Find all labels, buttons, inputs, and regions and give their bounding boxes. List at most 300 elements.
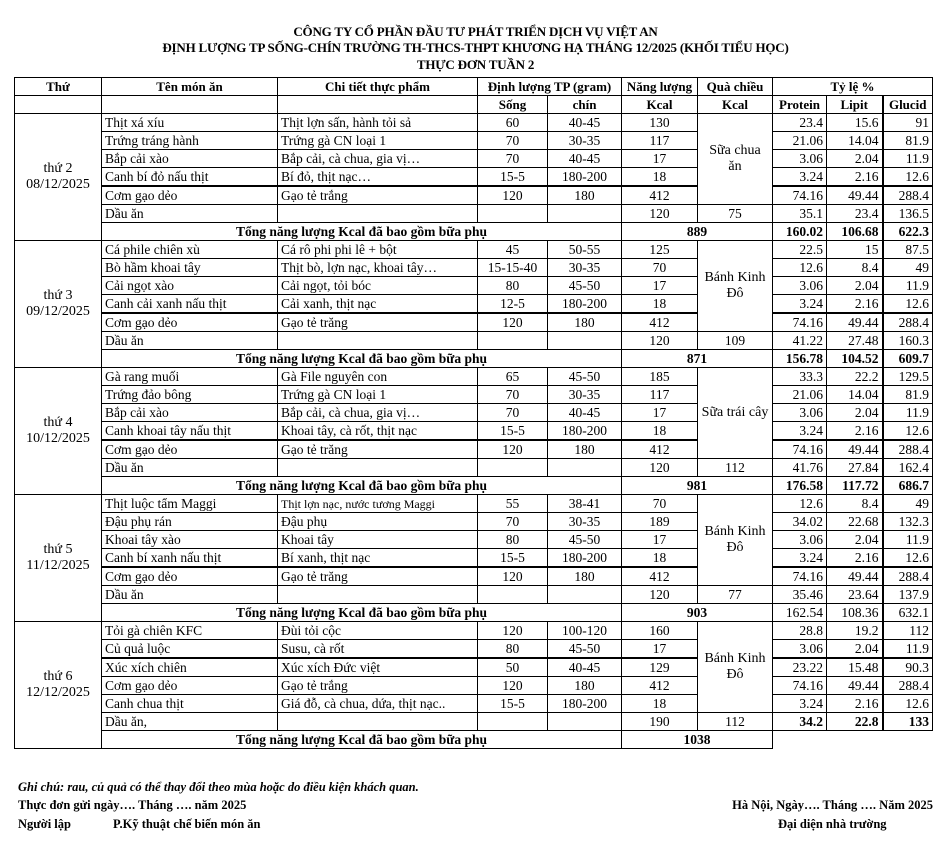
dish-kcal: 412 — [622, 677, 698, 695]
cooked-quantity: 180 — [548, 440, 622, 459]
day-date: 11/12/2025 — [26, 558, 90, 573]
protein-ratio: 12.6 — [773, 495, 827, 513]
cooked-quantity: 40-45 — [548, 114, 622, 132]
cooked-quantity: 180 — [548, 186, 622, 205]
total-ratio-blank — [773, 731, 933, 749]
lipit-ratio: 8.4 — [827, 259, 883, 277]
dish-kcal: 17 — [622, 531, 698, 549]
dish-detail: Khoai tây — [278, 531, 478, 549]
col-snack-header: Quà chiều — [698, 78, 773, 96]
col-quantity-header: Định lượng TP (gram) — [478, 78, 622, 96]
cooked-quantity: 30-35 — [548, 259, 622, 277]
table-row — [15, 586, 933, 604]
col-dish-header: Tên món ăn — [102, 78, 278, 96]
document-subtitle: ĐỊNH LƯỢNG TP SỐNG-CHÍN TRƯỜNG TH-THCS-THPT KHƯƠNG HẠ THÁNG 12/2025 (KHỐI TIỂU HỌC) — [162, 40, 789, 55]
day-cell — [15, 495, 102, 622]
dish-name: Cá phile chiên xù — [102, 241, 278, 259]
dish-kcal: 125 — [622, 241, 698, 259]
total-lipit: 104.52 — [827, 350, 883, 368]
footer-preparer: Người lập — [18, 817, 71, 831]
cooked-quantity: 40-45 — [548, 150, 622, 168]
glucid-ratio: 49 — [883, 259, 933, 277]
protein-ratio: 41.22 — [773, 332, 827, 350]
lipit-ratio: 19.2 — [827, 622, 883, 640]
raw-quantity: 70 — [478, 404, 548, 422]
snack-kcal: 75 — [698, 205, 773, 223]
snack-name: Sữa chua ăn — [698, 114, 773, 205]
cooked-quantity — [548, 459, 622, 477]
table-row — [15, 114, 933, 132]
total-row — [15, 223, 933, 241]
dish-kcal: 18 — [622, 549, 698, 568]
lipit-ratio: 2.04 — [827, 404, 883, 422]
table-row — [15, 695, 933, 713]
protein-ratio: 35.1 — [773, 205, 827, 223]
glucid-ratio: 11.9 — [883, 640, 933, 659]
lipit-ratio: 2.16 — [827, 422, 883, 441]
cooked-quantity: 100-120 — [548, 622, 622, 640]
table-row — [15, 513, 933, 531]
total-label: Tổng năng lượng Kcal đã bao gồm bữa phụ — [102, 604, 622, 622]
day-date: 10/12/2025 — [26, 431, 90, 446]
glucid-ratio: 12.6 — [883, 168, 933, 187]
dish-detail — [278, 332, 478, 350]
dish-detail: Bí xanh, thịt nạc — [278, 549, 478, 568]
table-row — [15, 549, 933, 568]
cooked-quantity: 45-50 — [548, 531, 622, 549]
cooked-quantity: 30-35 — [548, 513, 622, 531]
total-lipit: 106.68 — [827, 223, 883, 241]
total-protein: 162.54 — [773, 604, 827, 622]
day-name: thứ 2 — [43, 161, 73, 176]
col-cooked-header: chín — [548, 96, 622, 114]
protein-ratio: 21.06 — [773, 132, 827, 150]
protein-ratio: 41.76 — [773, 459, 827, 477]
dish-name: Canh khoai tây nấu thịt — [102, 422, 278, 441]
dish-detail: Gà File nguyên con — [278, 368, 478, 386]
dish-name: Cơm gạo dẻo — [102, 186, 278, 205]
menu-table — [14, 77, 933, 749]
raw-quantity — [478, 205, 548, 223]
snack-kcal: 109 — [698, 332, 773, 350]
total-glucid: 632.1 — [883, 604, 933, 622]
glucid-ratio: 129.5 — [883, 368, 933, 386]
total-lipit: 117.72 — [827, 477, 883, 495]
col-kcal-header: Kcal — [622, 96, 698, 114]
cooked-quantity: 50-55 — [548, 241, 622, 259]
dish-kcal: 17 — [622, 150, 698, 168]
raw-quantity: 70 — [478, 513, 548, 531]
dish-name: Cải ngọt xào — [102, 277, 278, 295]
total-kcal: 889 — [622, 223, 773, 241]
day-cell — [15, 622, 102, 749]
dish-detail: Bắp cải, cà chua, gia vị… — [278, 150, 478, 168]
table-row — [15, 386, 933, 404]
cooked-quantity: 180-200 — [548, 295, 622, 314]
table-row — [15, 713, 933, 731]
protein-ratio: 3.24 — [773, 295, 827, 314]
glucid-ratio: 288.4 — [883, 313, 933, 332]
dish-kcal: 120 — [622, 205, 698, 223]
raw-quantity — [478, 459, 548, 477]
raw-quantity: 50 — [478, 658, 548, 677]
total-row — [15, 350, 933, 368]
protein-ratio: 22.5 — [773, 241, 827, 259]
col-ratio-header: Tỷ lệ % — [773, 78, 933, 96]
dish-detail: Gạo tẻ trăng — [278, 567, 478, 586]
footer-school-rep: Đại diện nhà trường — [778, 817, 887, 831]
dish-detail — [278, 586, 478, 604]
footer-department: P.Kỹ thuật chế biến món ăn — [113, 817, 261, 831]
dish-name: Trứng đảo bông — [102, 386, 278, 404]
raw-quantity: 15-5 — [478, 422, 548, 441]
protein-ratio: 3.06 — [773, 150, 827, 168]
total-kcal: 903 — [622, 604, 773, 622]
dish-kcal: 160 — [622, 622, 698, 640]
table-row — [15, 368, 933, 386]
dish-detail: Cải ngọt, tỏi bóc — [278, 277, 478, 295]
cooked-quantity: 45-50 — [548, 277, 622, 295]
lipit-ratio: 22.68 — [827, 513, 883, 531]
dish-detail: Khoai tây, cà rốt, thịt nạc — [278, 422, 478, 441]
glucid-ratio: 11.9 — [883, 531, 933, 549]
glucid-ratio: 81.9 — [883, 132, 933, 150]
dish-detail: Cải xanh, thịt nạc — [278, 295, 478, 314]
dish-detail: Susu, cà rốt — [278, 640, 478, 659]
table-row — [15, 567, 933, 586]
raw-quantity: 70 — [478, 132, 548, 150]
table-row — [15, 440, 933, 459]
total-kcal: 981 — [622, 477, 773, 495]
total-label: Tổng năng lượng Kcal đã bao gồm bữa phụ — [102, 477, 622, 495]
cooked-quantity: 180 — [548, 567, 622, 586]
protein-ratio: 3.24 — [773, 695, 827, 713]
table-row — [15, 459, 933, 477]
table-row — [15, 259, 933, 277]
dish-kcal: 130 — [622, 114, 698, 132]
dish-kcal: 117 — [622, 132, 698, 150]
header-blank — [278, 96, 478, 114]
raw-quantity: 120 — [478, 677, 548, 695]
cooked-quantity: 180 — [548, 313, 622, 332]
day-name: thứ 3 — [43, 288, 73, 303]
protein-ratio: 3.06 — [773, 640, 827, 659]
col-energy-header: Năng lượng — [622, 78, 698, 96]
dish-kcal: 18 — [622, 422, 698, 441]
dish-detail: Trứng gà CN loại 1 — [278, 386, 478, 404]
dish-detail: Thịt lợn nạc, nước tương Maggi — [278, 495, 478, 513]
protein-ratio: 34.02 — [773, 513, 827, 531]
dish-detail: Xúc xích Đức việt — [278, 658, 478, 677]
dish-kcal: 70 — [622, 259, 698, 277]
dish-kcal: 189 — [622, 513, 698, 531]
dish-detail: Bắp cải, cà chua, gia vị… — [278, 404, 478, 422]
lipit-ratio: 2.04 — [827, 277, 883, 295]
dish-kcal: 17 — [622, 404, 698, 422]
lipit-ratio: 49.44 — [827, 567, 883, 586]
protein-ratio: 3.24 — [773, 549, 827, 568]
lipit-ratio: 15.48 — [827, 658, 883, 677]
dish-name: Canh chua thịt — [102, 695, 278, 713]
protein-ratio: 3.24 — [773, 422, 827, 441]
dish-detail: Gạo tẻ trăng — [278, 440, 478, 459]
lipit-ratio: 22.8 — [827, 713, 883, 731]
day-cell — [15, 241, 102, 368]
cooked-quantity: 45-50 — [548, 368, 622, 386]
dish-detail: Bí đỏ, thịt nạc… — [278, 168, 478, 187]
day-name: thứ 6 — [43, 669, 73, 684]
dish-name: Cơm gạo dẻo — [102, 567, 278, 586]
protein-ratio: 23.22 — [773, 658, 827, 677]
raw-quantity: 15-5 — [478, 549, 548, 568]
total-lipit: 108.36 — [827, 604, 883, 622]
day-name: thứ 5 — [43, 542, 73, 557]
lipit-ratio: 2.16 — [827, 549, 883, 568]
raw-quantity: 15-15-40 — [478, 259, 548, 277]
protein-ratio: 3.24 — [773, 168, 827, 187]
day-name: thứ 4 — [43, 415, 73, 430]
raw-quantity: 80 — [478, 277, 548, 295]
table-row — [15, 677, 933, 695]
protein-ratio: 35.46 — [773, 586, 827, 604]
dish-name: Củ quả luộc — [102, 640, 278, 659]
glucid-ratio: 132.3 — [883, 513, 933, 531]
protein-ratio: 74.16 — [773, 567, 827, 586]
table-row — [15, 186, 933, 205]
snack-name: Bánh Kinh Đô — [698, 495, 773, 586]
day-date: 09/12/2025 — [26, 304, 90, 319]
cooked-quantity: 38-41 — [548, 495, 622, 513]
snack-kcal: 77 — [698, 586, 773, 604]
table-row — [15, 150, 933, 168]
dish-detail: Đùi tỏi cộc — [278, 622, 478, 640]
day-date: 08/12/2025 — [26, 177, 90, 192]
raw-quantity: 55 — [478, 495, 548, 513]
glucid-ratio: 288.4 — [883, 186, 933, 205]
dish-detail — [278, 459, 478, 477]
header-row-2 — [15, 96, 933, 114]
protein-ratio: 74.16 — [773, 313, 827, 332]
dish-name: Cơm gạo dẻo — [102, 440, 278, 459]
snack-kcal: 112 — [698, 713, 773, 731]
dish-kcal: 129 — [622, 658, 698, 677]
total-protein: 160.02 — [773, 223, 827, 241]
snack-name: Bánh Kinh Đô — [698, 241, 773, 332]
dish-name: Canh bí đỏ nấu thịt — [102, 168, 278, 187]
col-snack-kcal-header: Kcal — [698, 96, 773, 114]
dish-kcal: 120 — [622, 459, 698, 477]
lipit-ratio: 22.2 — [827, 368, 883, 386]
dish-kcal: 18 — [622, 295, 698, 314]
dish-kcal: 117 — [622, 386, 698, 404]
glucid-ratio: 12.6 — [883, 422, 933, 441]
dish-name: Cơm gạo dẻo — [102, 677, 278, 695]
lipit-ratio: 14.04 — [827, 386, 883, 404]
glucid-ratio: 112 — [883, 622, 933, 640]
footer-place-date: Hà Nội, Ngày…. Tháng …. Năm 2025 — [732, 798, 933, 812]
table-row — [15, 422, 933, 441]
total-label: Tổng năng lượng Kcal đã bao gồm bữa phụ — [102, 223, 622, 241]
raw-quantity: 120 — [478, 440, 548, 459]
protein-ratio: 74.16 — [773, 677, 827, 695]
dish-name: Xúc xích chiên — [102, 658, 278, 677]
dish-kcal: 17 — [622, 277, 698, 295]
dish-name: Khoai tây xào — [102, 531, 278, 549]
table-row — [15, 313, 933, 332]
day-cell — [15, 114, 102, 241]
raw-quantity: 120 — [478, 313, 548, 332]
dish-kcal: 18 — [622, 695, 698, 713]
dish-kcal: 412 — [622, 440, 698, 459]
dish-name: Dầu ăn — [102, 205, 278, 223]
total-protein: 156.78 — [773, 350, 827, 368]
glucid-ratio: 162.4 — [883, 459, 933, 477]
total-kcal: 1038 — [622, 731, 773, 749]
dish-kcal: 412 — [622, 186, 698, 205]
table-row — [15, 277, 933, 295]
dish-detail: Thịt lợn sấn, hành tỏi sả — [278, 114, 478, 132]
snack-kcal: 112 — [698, 459, 773, 477]
dish-name: Tỏi gà chiên KFC — [102, 622, 278, 640]
raw-quantity: 70 — [478, 386, 548, 404]
lipit-ratio: 2.16 — [827, 695, 883, 713]
lipit-ratio: 49.44 — [827, 186, 883, 205]
raw-quantity: 12-5 — [478, 295, 548, 314]
glucid-ratio: 288.4 — [883, 440, 933, 459]
total-label: Tổng năng lượng Kcal đã bao gồm bữa phụ — [102, 350, 622, 368]
dish-name: Dầu ăn — [102, 459, 278, 477]
glucid-ratio: 11.9 — [883, 404, 933, 422]
cooked-quantity — [548, 332, 622, 350]
total-glucid: 609.7 — [883, 350, 933, 368]
col-raw-header: Sống — [478, 96, 548, 114]
dish-kcal: 120 — [622, 332, 698, 350]
cooked-quantity: 180-200 — [548, 695, 622, 713]
raw-quantity: 80 — [478, 640, 548, 659]
raw-quantity: 120 — [478, 567, 548, 586]
glucid-ratio: 136.5 — [883, 205, 933, 223]
week-title: THỰC ĐƠN TUẦN 2 — [416, 57, 535, 72]
table-row — [15, 241, 933, 259]
dish-detail: Trứng gà CN loại 1 — [278, 132, 478, 150]
glucid-ratio: 12.6 — [883, 295, 933, 314]
glucid-ratio: 49 — [883, 495, 933, 513]
col-glucid-header: Glucid — [883, 96, 933, 114]
protein-ratio: 28.8 — [773, 622, 827, 640]
company-title: CÔNG TY CỔ PHẦN ĐẦU TƯ PHÁT TRIỂN DỊCH VỤ VIỆT AN — [293, 24, 658, 39]
protein-ratio: 33.3 — [773, 368, 827, 386]
raw-quantity: 45 — [478, 241, 548, 259]
lipit-ratio: 2.04 — [827, 531, 883, 549]
header-blank — [102, 96, 278, 114]
raw-quantity — [478, 332, 548, 350]
day-date: 12/12/2025 — [26, 685, 90, 700]
lipit-ratio: 2.04 — [827, 640, 883, 659]
table-row — [15, 295, 933, 314]
footer-note: Ghi chú: rau, củ quả có thể thay đổi theo mùa hoặc do điều kiện khách quan. — [18, 780, 419, 794]
dish-name: Canh cải xanh nấu thịt — [102, 295, 278, 314]
protein-ratio: 3.06 — [773, 531, 827, 549]
table-row — [15, 332, 933, 350]
total-row — [15, 604, 933, 622]
protein-ratio: 74.16 — [773, 186, 827, 205]
cooked-quantity: 40-45 — [548, 658, 622, 677]
dish-detail: Cá rô phi phi lê + bột — [278, 241, 478, 259]
raw-quantity: 70 — [478, 150, 548, 168]
dish-kcal: 185 — [622, 368, 698, 386]
footer-sent-date: Thực đơn gửi ngày…. Tháng …. năm 2025 — [18, 798, 247, 812]
total-glucid: 622.3 — [883, 223, 933, 241]
cooked-quantity — [548, 713, 622, 731]
total-row — [15, 477, 933, 495]
col-detail-header: Chi tiết thực phẩm — [278, 78, 478, 96]
raw-quantity: 65 — [478, 368, 548, 386]
dish-kcal: 70 — [622, 495, 698, 513]
glucid-ratio: 87.5 — [883, 241, 933, 259]
dish-name: Đậu phụ rán — [102, 513, 278, 531]
lipit-ratio: 15.6 — [827, 114, 883, 132]
dish-name: Bắp cải xào — [102, 404, 278, 422]
lipit-ratio: 15 — [827, 241, 883, 259]
lipit-ratio: 49.44 — [827, 440, 883, 459]
raw-quantity — [478, 586, 548, 604]
cooked-quantity — [548, 205, 622, 223]
dish-kcal: 18 — [622, 168, 698, 187]
dish-detail — [278, 205, 478, 223]
total-protein: 176.58 — [773, 477, 827, 495]
col-protein-header: Protein — [773, 96, 827, 114]
protein-ratio: 74.16 — [773, 440, 827, 459]
glucid-ratio: 91 — [883, 114, 933, 132]
total-row — [15, 731, 933, 749]
lipit-ratio: 27.48 — [827, 332, 883, 350]
cooked-quantity: 180-200 — [548, 168, 622, 187]
dish-detail: Gạo tẻ trắng — [278, 186, 478, 205]
dish-name: Gà rang muối — [102, 368, 278, 386]
protein-ratio: 21.06 — [773, 386, 827, 404]
dish-name: Canh bí xanh nấu thịt — [102, 549, 278, 568]
dish-name: Trứng tráng hành — [102, 132, 278, 150]
glucid-ratio: 160.3 — [883, 332, 933, 350]
cooked-quantity: 45-50 — [548, 640, 622, 659]
protein-ratio: 3.06 — [773, 277, 827, 295]
cooked-quantity: 30-35 — [548, 386, 622, 404]
table-row — [15, 205, 933, 223]
raw-quantity: 120 — [478, 186, 548, 205]
glucid-ratio: 12.6 — [883, 549, 933, 568]
raw-quantity — [478, 713, 548, 731]
protein-ratio: 12.6 — [773, 259, 827, 277]
lipit-ratio: 23.64 — [827, 586, 883, 604]
cooked-quantity — [548, 586, 622, 604]
table-row — [15, 132, 933, 150]
table-row — [15, 658, 933, 677]
cooked-quantity: 30-35 — [548, 132, 622, 150]
dish-detail: Gạo tẻ trắng — [278, 677, 478, 695]
snack-name: Bánh Kinh Đô — [698, 622, 773, 713]
dish-name: Cơm gạo dẻo — [102, 313, 278, 332]
col-lipit-header: Lipit — [827, 96, 883, 114]
glucid-ratio: 12.6 — [883, 695, 933, 713]
table-row — [15, 622, 933, 640]
dish-name: Thịt luộc tẩm Maggi — [102, 495, 278, 513]
table-row — [15, 531, 933, 549]
lipit-ratio: 14.04 — [827, 132, 883, 150]
raw-quantity: 120 — [478, 622, 548, 640]
lipit-ratio: 2.16 — [827, 295, 883, 314]
glucid-ratio: 81.9 — [883, 386, 933, 404]
total-glucid: 686.7 — [883, 477, 933, 495]
